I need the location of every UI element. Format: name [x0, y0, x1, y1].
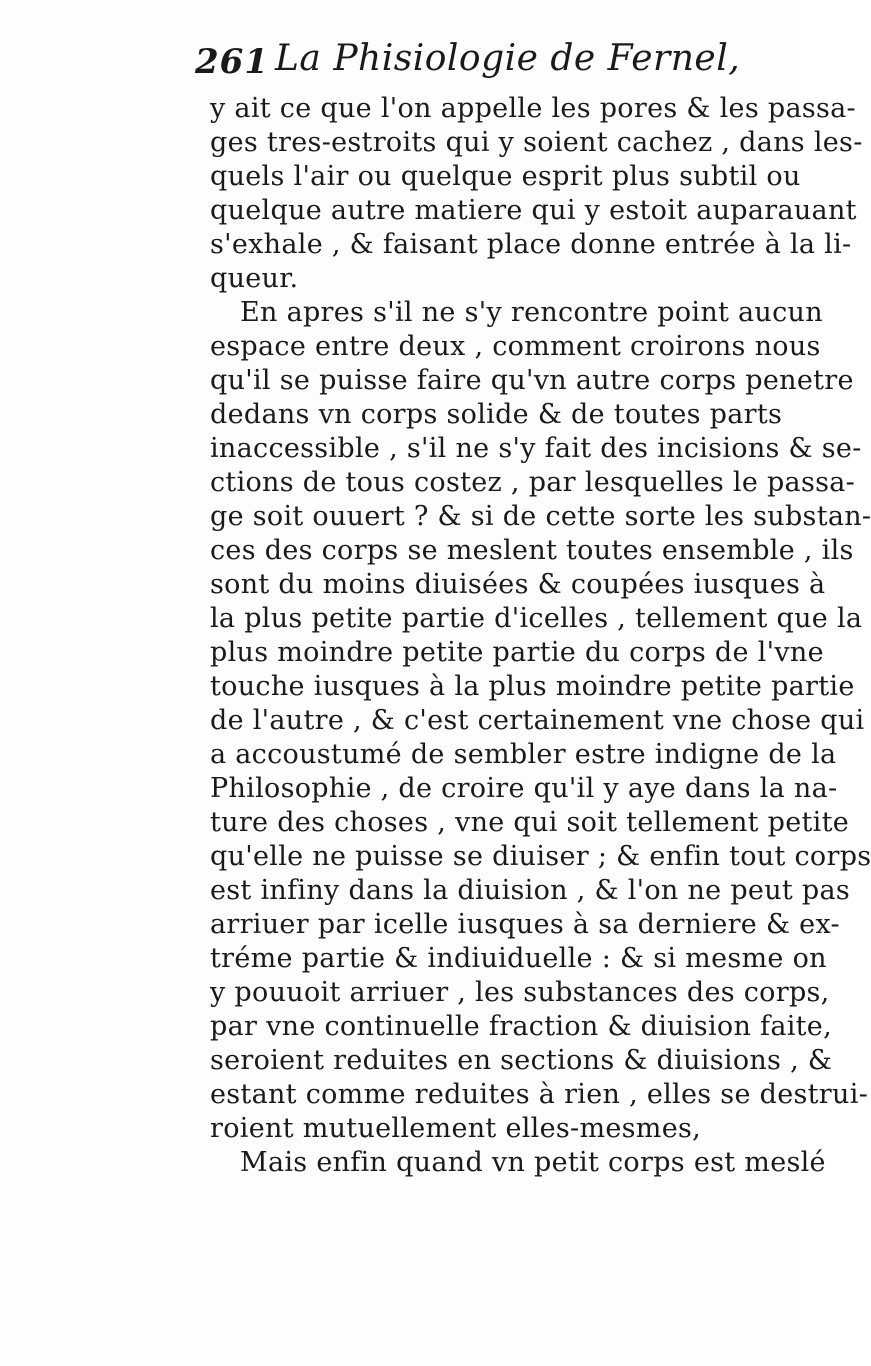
- text-line: dedans vn corps solide & de toutes parts: [210, 399, 783, 430]
- text-line: espace entre deux , comment croirons nous: [210, 331, 821, 362]
- text-line: qu'elle ne puisse se diuiser ; & enfin tout corps: [210, 841, 871, 872]
- text-line: ture des choses , vne qui soit tellement petite: [210, 807, 850, 838]
- text-line: a accoustumé de sembler estre indigne de la: [210, 739, 837, 770]
- text-line: En apres s'il ne s'y rencontre point aucun: [240, 297, 823, 328]
- text-line: ge soit ouuert ? & si de cette sorte les substan-: [210, 501, 871, 532]
- text-line: par vne continuelle fraction & diuision faite,: [210, 1011, 832, 1042]
- text-line: ges tres-estroits qui y soient cachez , dans les-: [210, 127, 863, 158]
- text-line: la plus petite partie d'icelles , tellement que la: [210, 603, 863, 634]
- text-line: arriuer par icelle iusques à sa derniere & ex-: [210, 909, 840, 940]
- text-line: Philosophie , de croire qu'il y aye dans la na-: [210, 773, 838, 804]
- text-line: plus moindre petite partie du corps de l'vne: [210, 637, 824, 668]
- page-header: [195, 38, 755, 88]
- text-line: quelque autre matiere qui y estoit auparauant: [210, 195, 857, 226]
- text-line: de l'autre , & c'est certainement vne chose qui: [210, 705, 865, 736]
- text-line: queur.: [210, 263, 299, 294]
- running-title: La Phisiologie de Fernel,: [275, 38, 741, 79]
- text-line: roient mutuellement elles-mesmes,: [210, 1113, 702, 1144]
- text-line: y pouuoit arriuer , les substances des corps,: [210, 977, 830, 1008]
- body-text: [0, 92, 871, 1366]
- text-line: s'exhale , & faisant place donne entrée à la li-: [210, 229, 852, 260]
- text-line: est infiny dans la diuision , & l'on ne peut pas: [210, 875, 851, 906]
- text-line: quels l'air ou quelque esprit plus subtil ou: [210, 161, 801, 192]
- text-line: Mais enfin quand vn petit corps est meslé: [240, 1147, 826, 1178]
- text-line: seroient reduites en sections & diuisions , &: [210, 1045, 833, 1076]
- text-line: y ait ce que l'on appelle les pores & les passa-: [210, 93, 856, 124]
- text-line: touche iusques à la plus moindre petite partie: [210, 671, 855, 702]
- text-line: ctions de tous costez , par lesquelles le passa-: [210, 467, 856, 498]
- text-line: sont du moins diuisées & coupées iusques à: [210, 569, 826, 600]
- page-number: 261: [195, 42, 269, 82]
- text-line: estant comme reduites à rien , elles se destrui-: [210, 1079, 869, 1110]
- text-line: inaccessible , s'il ne s'y fait des incisions & se-: [210, 433, 862, 464]
- text-line: qu'il se puisse faire qu'vn autre corps penetre: [210, 365, 854, 396]
- text-line: tréme partie & indiuiduelle : & si mesme on: [210, 943, 827, 974]
- text-line: ces des corps se meslent toutes ensemble , ils: [210, 535, 854, 566]
